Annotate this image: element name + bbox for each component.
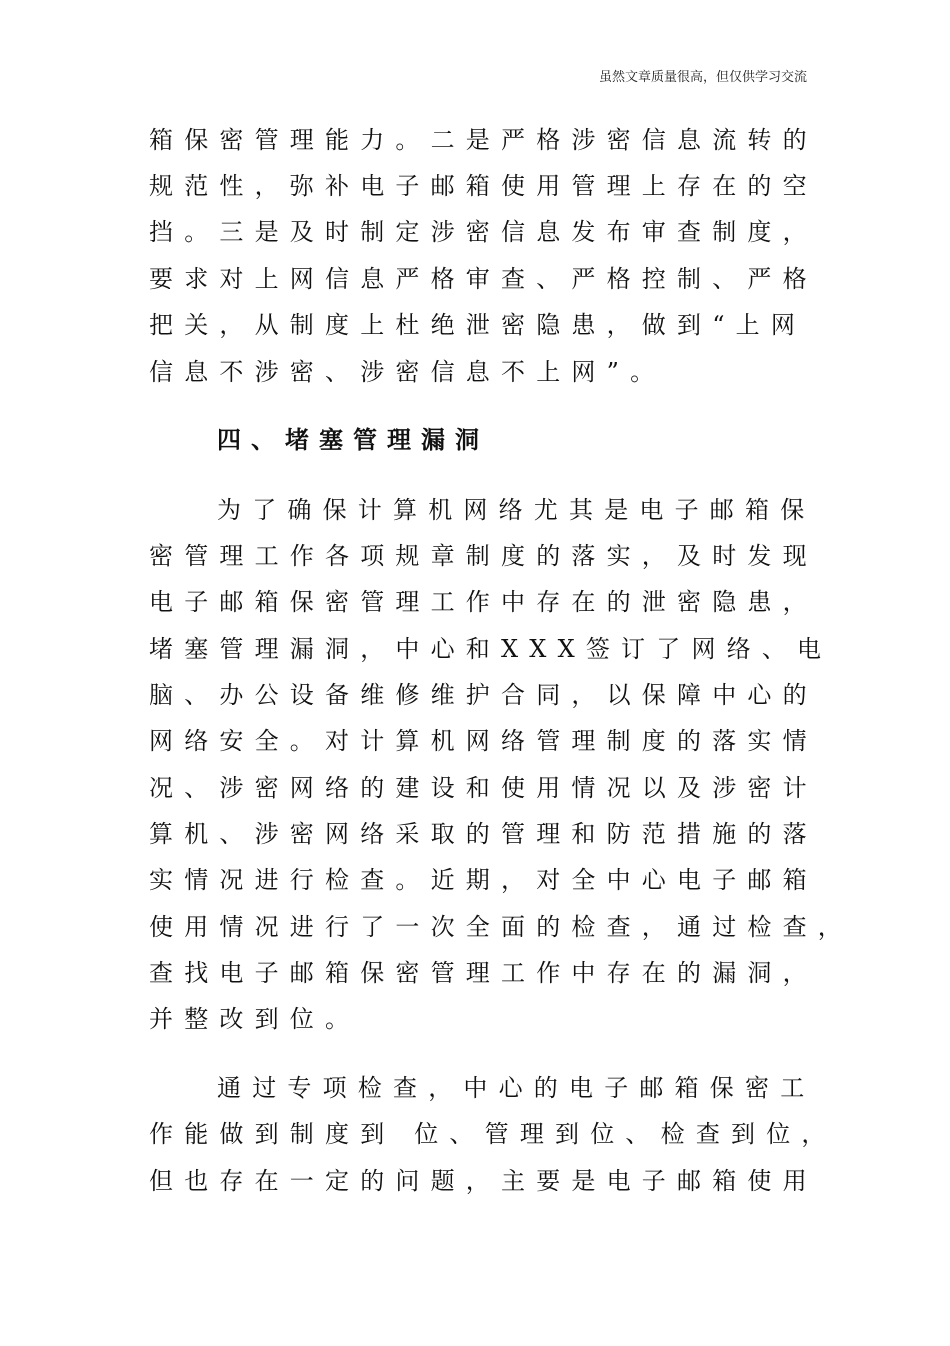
paragraph-line: 规范性，弥补电子邮箱使用管理上存在的空 xyxy=(149,172,818,200)
paragraph-line: 挡。三是及时制定涉密信息发布审查制度， xyxy=(149,218,818,246)
paragraph-line: 算机、涉密网络采取的管理和防范措施的落 xyxy=(149,820,818,848)
paragraph-line: 电子邮箱保密管理工作中存在的泄密隐患， xyxy=(149,588,818,616)
paragraph-line: 并整改到位。 xyxy=(149,1005,361,1033)
paragraph-line: 网络安全。对计算机网络管理制度的落实情 xyxy=(149,727,818,755)
paragraph-line: 堵塞管理漏洞，中心和XXX签订了网络、电 xyxy=(149,635,833,663)
paragraph-line: 况、涉密网络的建设和使用情况以及涉密计 xyxy=(149,774,818,802)
paragraph-line: 为了确保计算机网络尤其是电子邮箱保 xyxy=(217,496,816,524)
paragraph-line: 作能做到制度到 位、管理到位、检查到位， xyxy=(149,1120,837,1148)
paragraph-line: 查找电子邮箱保密管理工作中存在的漏洞， xyxy=(149,959,818,987)
paragraph-line: 要求对上网信息严格审查、严格控制、严格 xyxy=(149,265,818,293)
paragraph-line: 箱保密管理能力。二是严格涉密信息流转的 xyxy=(149,126,818,154)
section-heading: 四、堵塞管理漏洞 xyxy=(217,426,489,454)
paragraph-line: 密管理工作各项规章制度的落实，及时发现 xyxy=(149,542,818,570)
paragraph-line: 实情况进行检查。近期，对全中心电子邮箱 xyxy=(149,866,818,894)
header-note: 虽然文章质量很高，但仅供学习交流 xyxy=(598,70,807,85)
paragraph-line: 使用情况进行了一次全面的检查，通过检查， xyxy=(149,913,853,941)
paragraph-line: 信息不涉密、涉密信息不上网”。 xyxy=(149,358,666,386)
paragraph-line: 脑、办公设备维修维护合同，以保障中心的 xyxy=(149,681,818,709)
paragraph-line: 但也存在一定的问题，主要是电子邮箱使用 xyxy=(149,1167,818,1195)
paragraph-line: 把关，从制度上杜绝泄密隐患，做到“上网 xyxy=(149,311,807,339)
paragraph-line: 通过专项检查，中心的电子邮箱保密工 xyxy=(217,1074,816,1102)
